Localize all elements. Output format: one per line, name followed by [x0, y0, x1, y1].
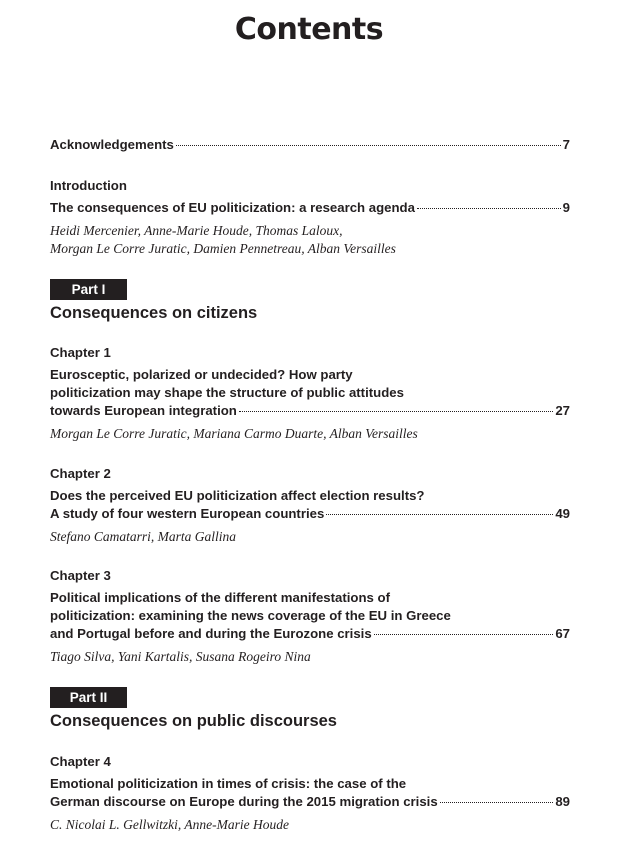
chapter-label: Chapter 3 — [50, 568, 111, 583]
chapter-title-line: politicization may shape the structure of public attitudes — [50, 385, 404, 400]
chapter-title-line: Emotional politicization in times of crisis: the case of the — [50, 776, 407, 791]
toc-entry-chapter-1[interactable] — [50, 402, 570, 420]
page-number: 67 — [555, 626, 570, 641]
page-title: Contents — [234, 12, 384, 47]
part-label: Part I — [50, 279, 127, 300]
toc-entry-acknowledgements[interactable] — [50, 136, 570, 154]
chapter-label: Chapter 2 — [50, 466, 111, 481]
dot-leader — [326, 514, 553, 515]
page-number: 49 — [555, 506, 570, 521]
dot-leader — [176, 145, 561, 146]
chapter-label: Chapter 4 — [50, 754, 111, 769]
toc-entry-introduction[interactable] — [50, 199, 570, 217]
chapter-title-line: and Portugal before and during the Eurozone crisis — [50, 626, 372, 641]
entry-authors: Morgan Le Corre Juratic, Mariana Carmo Duarte, Alban Versailles — [50, 426, 418, 441]
entry-authors: C. Nicolai L. Gellwitzki, Anne-Marie Houde — [50, 817, 289, 832]
chapter-title-line: A study of four western European countries — [50, 506, 325, 521]
toc-entry-chapter-2[interactable] — [50, 505, 570, 523]
page-number: 89 — [555, 794, 570, 809]
part-title: Consequences on public discourses — [50, 712, 337, 730]
toc-entry-chapter-4[interactable] — [50, 793, 570, 811]
chapter-title-line: politicization: examining the news coverage of the EU in Greece — [50, 608, 451, 623]
page-number: 7 — [562, 137, 570, 152]
dot-leader — [417, 208, 561, 209]
dot-leader — [374, 634, 554, 635]
entry-authors: Stefano Camatarri, Marta Gallina — [50, 529, 237, 544]
page-number: 9 — [562, 200, 570, 215]
entry-authors: Tiago Silva, Yani Kartalis, Susana Rogeiro Nina — [50, 649, 311, 664]
chapter-title-line: Does the perceived EU politicization affect election results? — [50, 488, 425, 503]
section-heading-introduction: Introduction — [50, 178, 127, 193]
entry-title: The consequences of EU politicization: a research agenda — [50, 200, 415, 215]
toc-entry-chapter-3[interactable] — [50, 625, 570, 643]
page-number: 27 — [555, 403, 570, 418]
chapter-title-line: German discourse on Europe during the 2015 migration crisis — [50, 794, 438, 809]
chapter-title-line: Eurosceptic, polarized or undecided? How party — [50, 367, 353, 382]
chapter-title-line: towards European integration — [50, 403, 237, 418]
entry-authors: Heidi Mercenier, Anne-Marie Houde, Thomas Laloux, — [50, 223, 343, 238]
entry-title: Acknowledgements — [50, 137, 174, 152]
part-title: Consequences on citizens — [50, 304, 258, 322]
dot-leader — [239, 411, 553, 412]
chapter-label: Chapter 1 — [50, 345, 111, 360]
part-label: Part II — [50, 687, 127, 708]
entry-authors: Morgan Le Corre Juratic, Damien Pennetreau, Alban Versailles — [50, 241, 396, 256]
chapter-title-line: Political implications of the different manifestations of — [50, 590, 390, 605]
dot-leader — [440, 802, 554, 803]
